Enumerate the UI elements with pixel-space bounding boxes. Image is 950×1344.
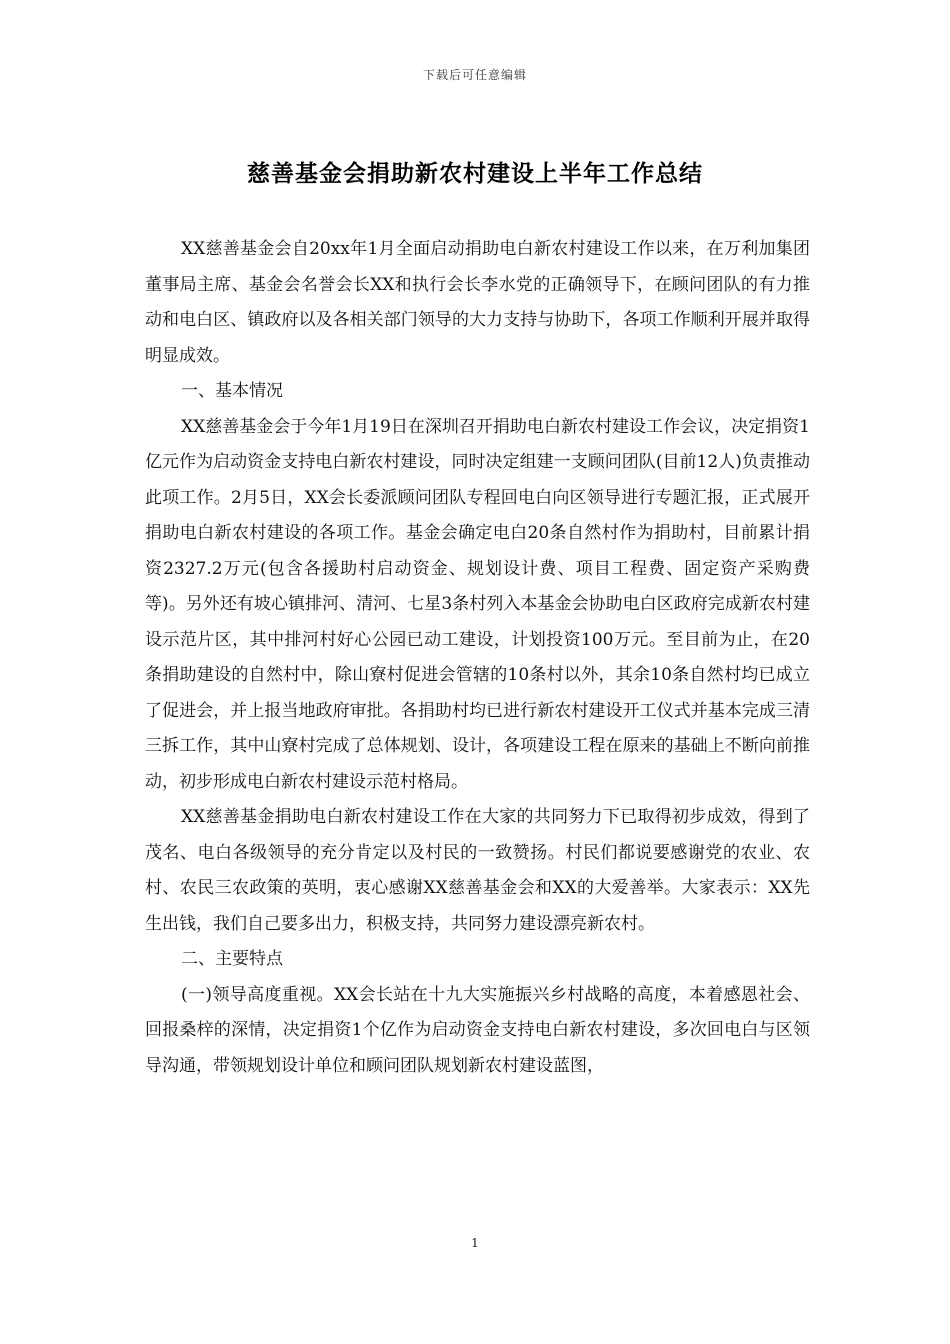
paragraph-leadership: (一)领导高度重视。XX会长站在十九大实施振兴乡村战略的高度，本着感恩社会、回报桑梓的深情，决定捐资1个亿作为启动资金支持电白新农村建设，多次回电白与区领导沟通，带领规划设计单位和顾问团队规划新农村建设蓝图， [145,984,810,1076]
document-title: 慈善基金会捐助新农村建设上半年工作总结 [247,160,703,187]
section-heading-basic-situation: 一、基本情况 [181,381,283,401]
paragraph-basic-situation: XX慈善基金会于今年1月19日在深圳召开捐助电白新农村建设工作会议，决定捐资1亿元作为启动资金支持电白新农村建设，同时决定组建一支顾问团队(目前12人)负责推动此项工作。2月5日，XX会长委派顾问团队专程回电白向区领导进行专题汇报，正式展开捐助电白新农村建设的各项工作。基金会确定电白20条自然村作为捐助村，目前累计捐资2327.2万元(包含各援助村启动资金、规划设计费、项目工程费、固定资产采购费等)。另外还有坡心镇排河、清河、七星3条村列入本基金会协助电白区政府完成新农村建设示范片区，其中排河村好心公园已动工建设，计划投资100万元。至目前为止，在20条捐助建设的自然村中，除山寮村促进会管辖的10条村以外，其余10条自然村均已成立了促进会，并上报当地政府审批。各捐助村均已进行新农村建设开工仪式并基本完成三清三拆工作，其中山寮村完成了总体规划、设计，各项建设工程在原来的基础上不断向前推动，初步形成电白新农村建设示范村格局。 [145,416,810,792]
page-number: 1 [471,1236,479,1250]
document-body [145,232,810,1084]
header-note: 下载后可任意编辑 [422,68,527,82]
section-heading-main-features: 二、主要特点 [181,949,283,969]
paragraph-intro: XX慈善基金会自20xx年1月全面启动捐助电白新农村建设工作以来，在万利加集团董事局主席、基金会名誉会长XX和执行会长李水党的正确领导下，在顾问团队的有力推动和电白区、镇政府以及各相关部门领导的大力支持与协助下，各项工作顺利开展并取得明显成效。 [145,239,810,366]
paragraph-achievements: XX慈善基金捐助电白新农村建设工作在大家的共同努力下已取得初步成效，得到了茂名、电白各级领导的充分肯定以及村民的一致赞扬。村民们都说要感谢党的农业、农村、农民三农政策的英明，衷心感谢XX慈善基金会和XX的大爱善举。大家表示：XX先生出钱，我们自己要多出力，积极支持，共同努力建设漂亮新农村。 [145,807,810,934]
